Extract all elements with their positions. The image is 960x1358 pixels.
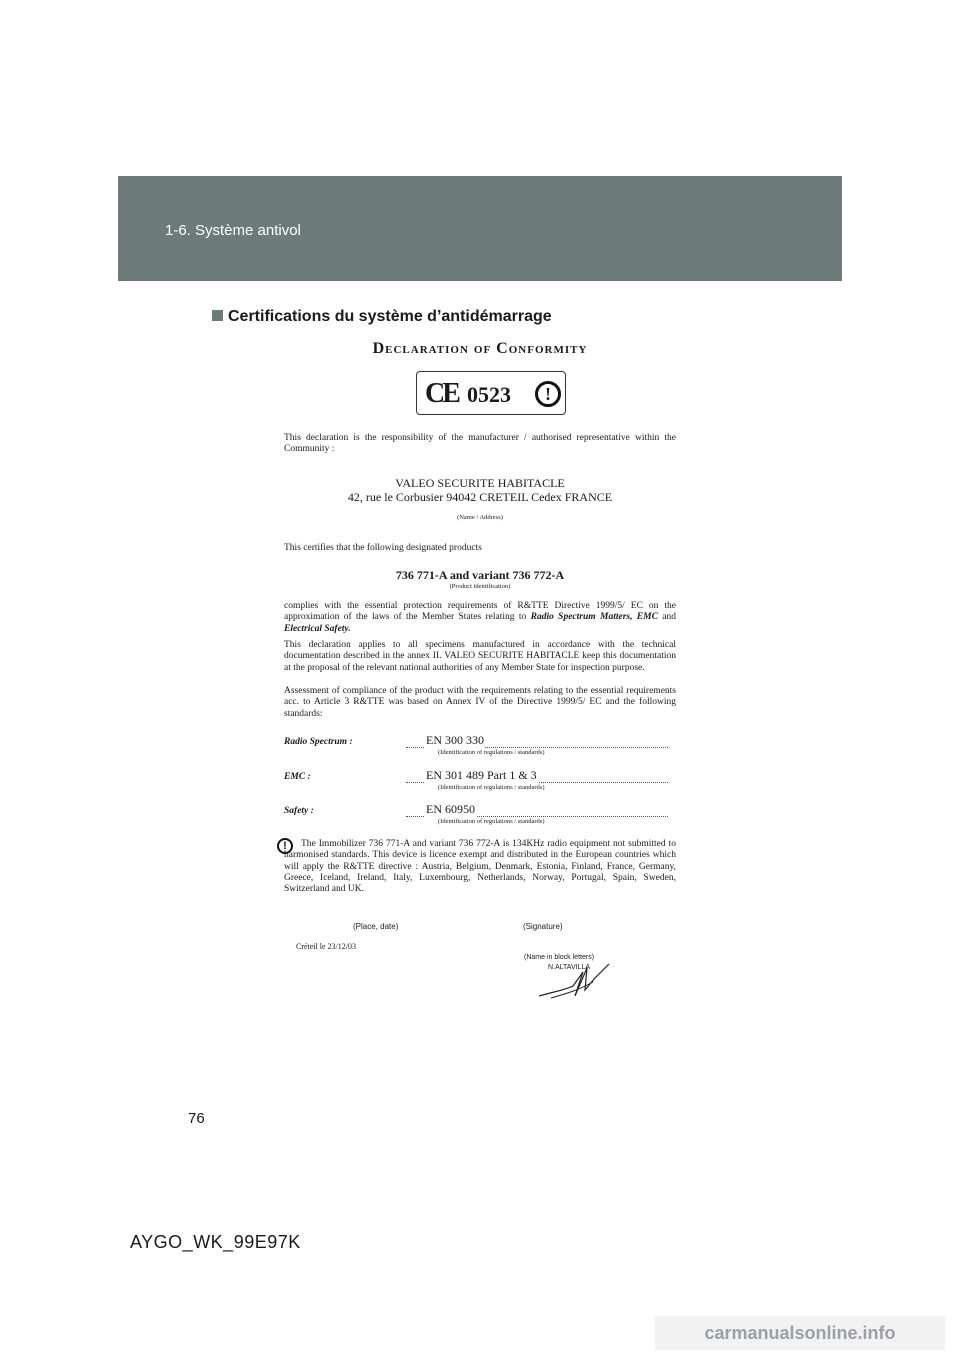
watermark[interactable]: carmanualsonline.info xyxy=(655,1316,945,1350)
standard-label: EMC : xyxy=(284,772,311,782)
compliance-text xyxy=(284,601,676,635)
signature-scribble xyxy=(535,960,615,1002)
notice-text: The Immobilizer 736 771-A and variant 736 772-A is 134KHz radio equipment not submitted to harmonised standards. This device is licence exempt and distributed in the European countries which will apply the R&TTE directive : Austria, Belgium, Denmark, Estonia, Finland, France, Germany, Greece, Iceland, Ireland, Italy, Luxembourg, Netherlands, Norway, Portugal, Spain, Sweden, Switzerland and UK. xyxy=(284,839,676,895)
square-bullet-icon xyxy=(212,310,223,321)
ce-mark-box xyxy=(416,371,566,415)
ce-mark: CE xyxy=(425,378,458,409)
notice-alert-icon: ! xyxy=(277,838,293,854)
standard-label: Safety : xyxy=(284,806,314,816)
company-address: 42, rue le Corbusier 94042 CRETEIL Cedex FRANCE xyxy=(347,490,613,504)
place-date-value: Créteil le 23/12/03 xyxy=(296,942,356,951)
alert-icon: ! xyxy=(535,381,561,407)
compliance-emphasis-1: Radio Spectrum Matters, EMC xyxy=(530,612,658,623)
product-id: 736 771-A and variant 736 772-A xyxy=(395,568,565,582)
compliance-text-start: complies with the essential protection requirements of R&TTE Directive 1999/5/ EC on the approximation of the laws of the Member States relating to xyxy=(284,601,676,623)
standard-caption: (Identification of regulations / standards) xyxy=(438,784,545,791)
document-code: AYGO_WK_99E97K xyxy=(130,1232,301,1252)
standard-value: EN 301 489 Part 1 & 3 xyxy=(426,768,537,782)
standard-value: EN 60950 xyxy=(426,802,475,816)
assessment-text: Assessment of compliance of the product with the requirements relating to the essential requirements acc. to Article 3 R&TTE was based on Annex IV of the Directive 1999/5/ EC and the following standards: xyxy=(284,686,676,719)
notified-body-number: 0523 xyxy=(467,382,511,407)
page-number: 76 xyxy=(188,1110,205,1127)
name-value: N.ALTAVILLA xyxy=(548,964,591,971)
section-heading-text: Certifications du système d’antidémarrage xyxy=(228,308,552,325)
certifies-text: This certifies that the following designated products xyxy=(284,543,482,553)
compliance-emphasis-2: Electrical Safety. xyxy=(284,623,351,634)
standard-caption: (Identification of regulations / standards) xyxy=(438,818,545,825)
company-name: VALEO SECURITE HABITACLE xyxy=(395,476,565,490)
applies-text: This declaration applies to all specimens manufactured in accordance with the technical documentation described in the annex II. VALEO SECURITE HABITACLE keep this documentation at the proposal of the relevant national authorities of any Member State for inspection purpose. xyxy=(284,640,676,673)
section-heading xyxy=(212,308,552,326)
product-caption: (Product identification) xyxy=(449,583,511,590)
place-date-label: (Place, date) xyxy=(353,922,399,931)
name-label: (Name in block letters) xyxy=(524,954,595,961)
intro-text: This declaration is the responsibility of the manufacturer / authorised representative within the Community : xyxy=(284,433,676,455)
standard-value: EN 300 330 xyxy=(426,733,484,747)
section-title: 1-6. Système antivol xyxy=(165,222,301,239)
standard-caption: (Identification of regulations / standards) xyxy=(438,749,545,756)
standard-label: Radio Spectrum : xyxy=(284,737,353,747)
declaration-title: Declaration of Conformity xyxy=(372,340,588,357)
compliance-text-mid: and xyxy=(657,612,677,623)
name-address-caption: (Name / Address) xyxy=(457,514,503,521)
signature-label: (Signature) xyxy=(523,922,563,931)
